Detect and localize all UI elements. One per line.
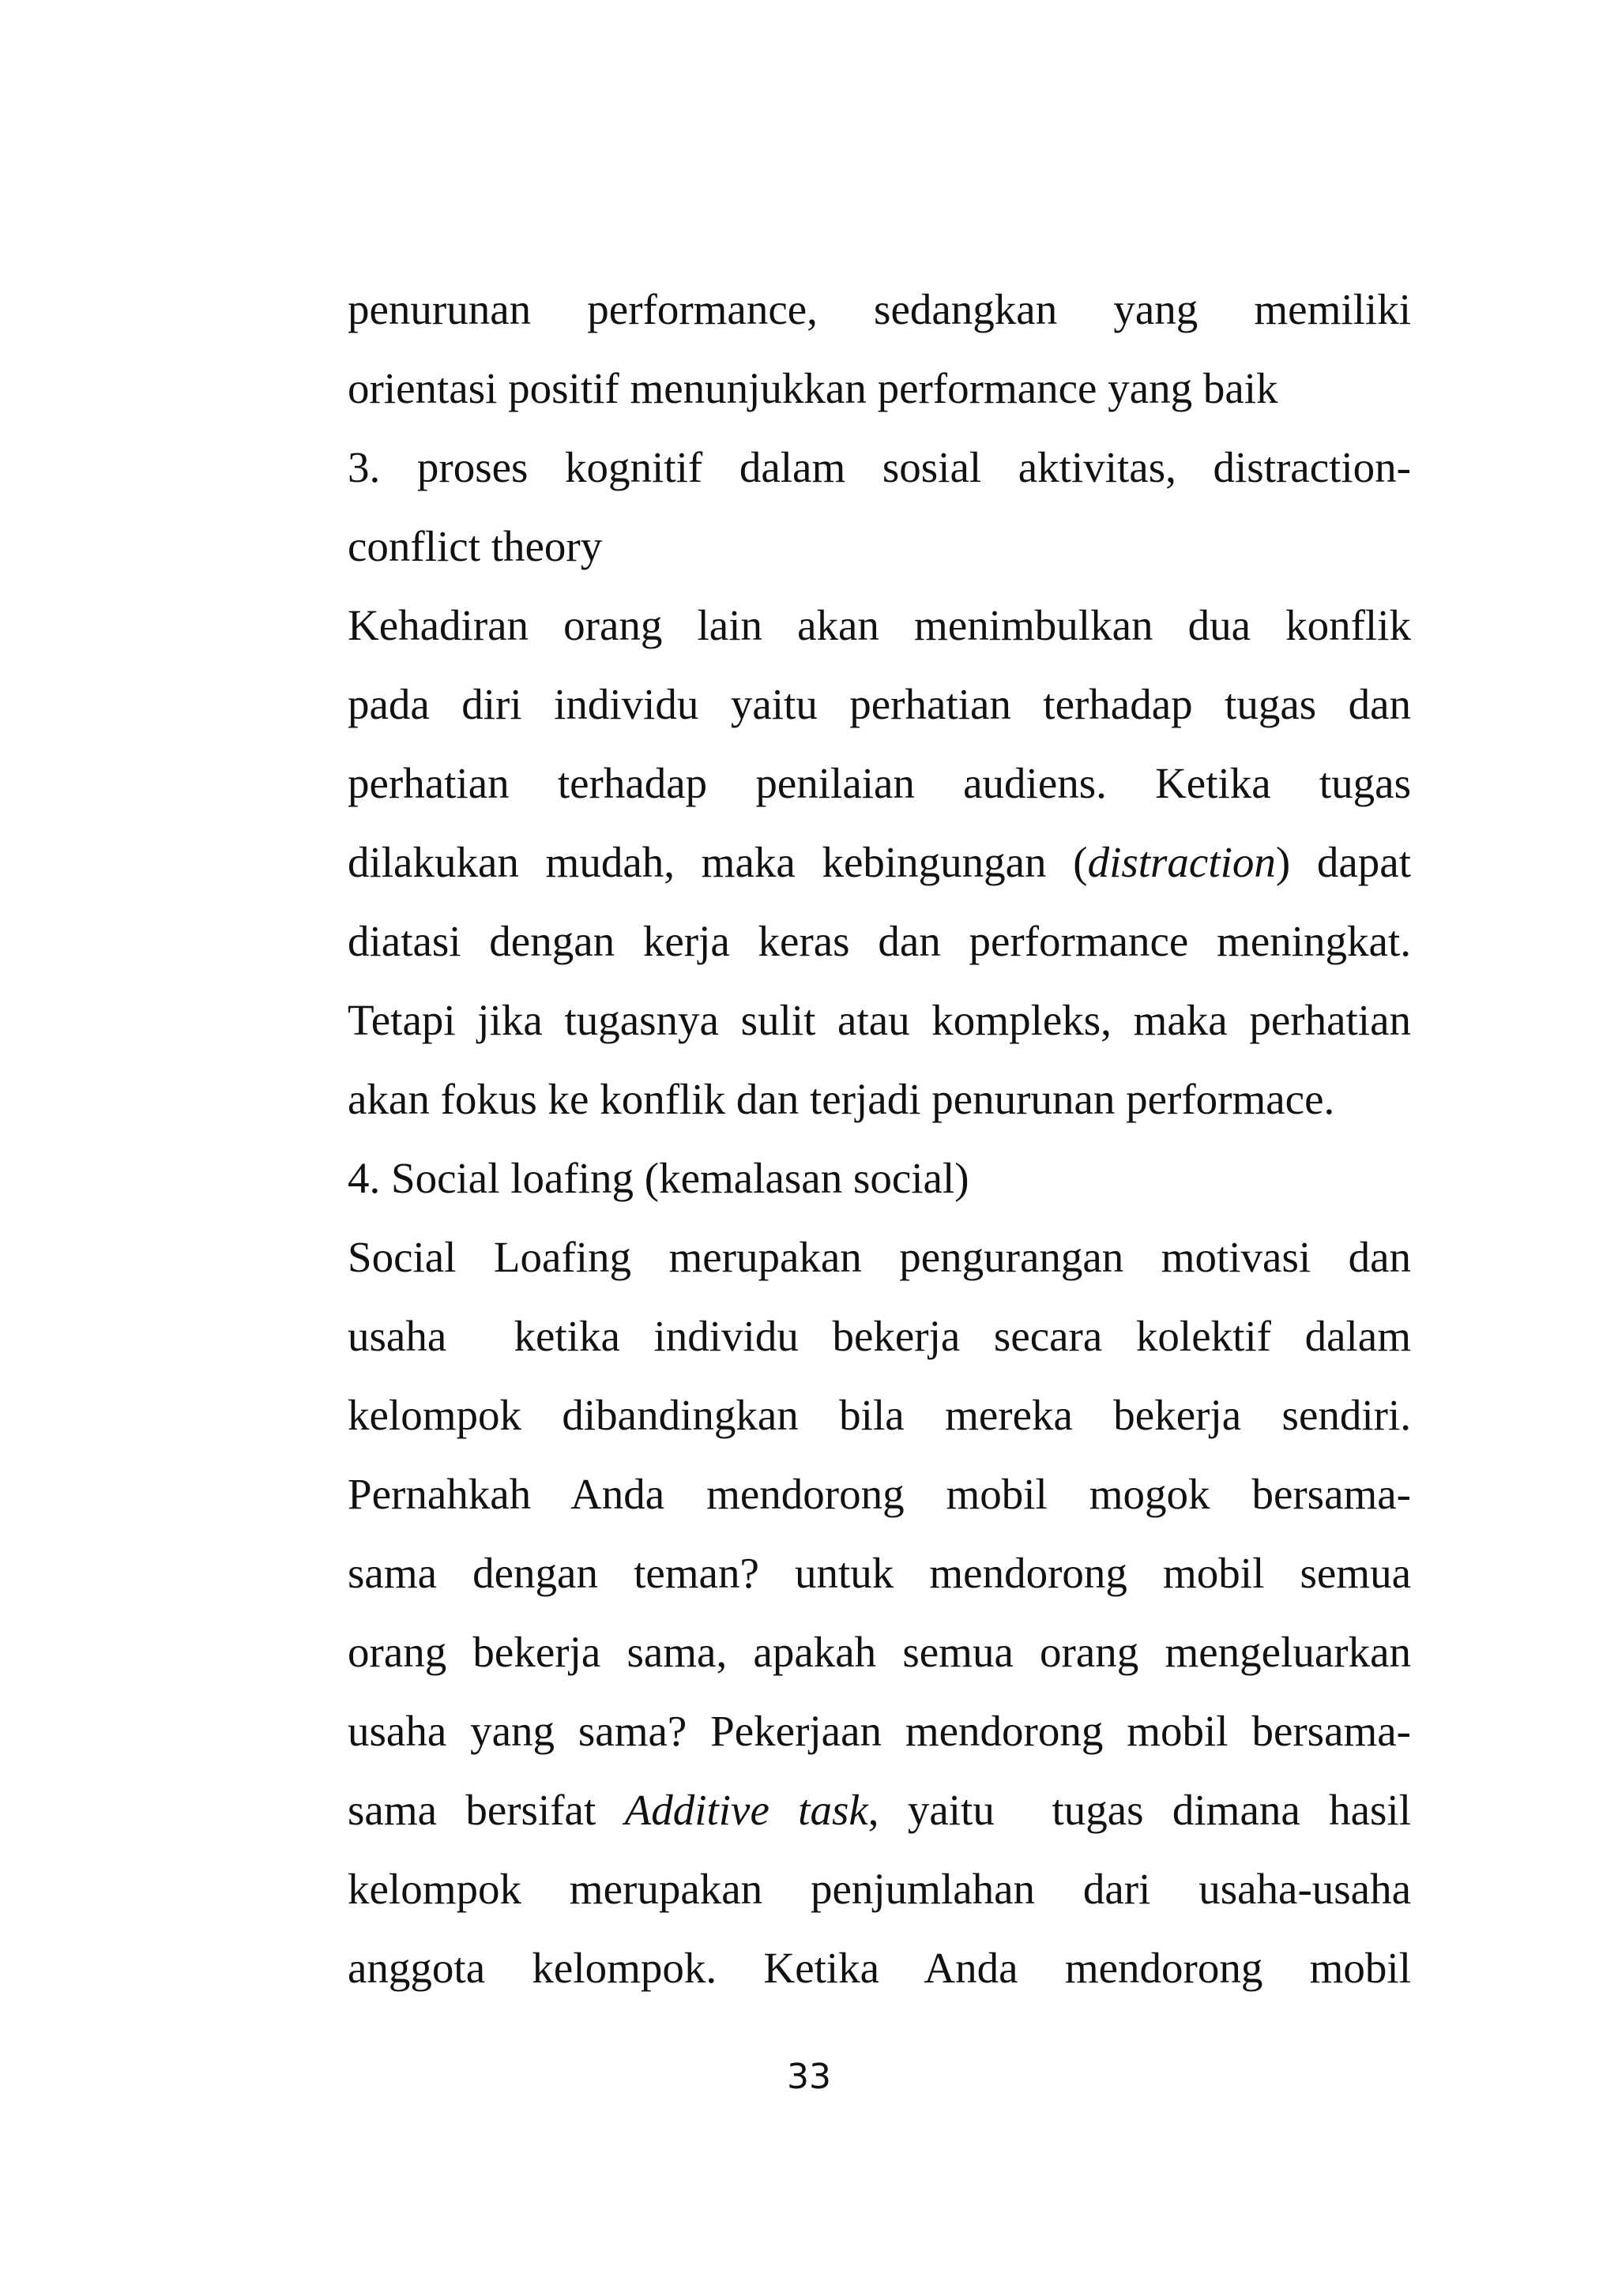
text-line (348, 1387, 1411, 1444)
text-run: orang bekerja sama, apakah semua orang mengeluarkan (348, 1628, 1411, 1676)
text-run: Social Loafing merupakan pengurangan motivasi dan (348, 1233, 1411, 1281)
italic-term: distraction (1087, 838, 1276, 886)
text-run: conflict theory (348, 522, 603, 570)
text-run: , yaitu tugas dimana hasil (867, 1786, 1411, 1834)
text-run: sama bersifat (348, 1786, 625, 1834)
text-run: 3. proses kognitif dalam sosial aktivitas, distraction- (348, 443, 1411, 491)
text-line (348, 597, 1411, 654)
text-line (348, 1308, 1411, 1365)
text-line (348, 1466, 1411, 1523)
text-line (348, 834, 1411, 891)
text-run: akan fokus ke konflik dan terjadi penurunan performace. (348, 1075, 1335, 1123)
text-line (348, 755, 1411, 812)
text-run: pada diri individu yaitu perhatian terhadap tugas dan (348, 680, 1411, 728)
list-item-4 (348, 1150, 1411, 1207)
text-run: sama dengan teman? untuk mendorong mobil semua (348, 1549, 1411, 1597)
text-line (348, 676, 1411, 733)
text-run: usaha ketika individu bekerja secara kolektif dalam (348, 1312, 1411, 1360)
text-line (348, 992, 1411, 1049)
text-line (348, 281, 1411, 338)
text-line (348, 1703, 1411, 1760)
text-run: ) dapat (1275, 838, 1412, 886)
italic-term: Additive task (624, 1786, 868, 1834)
text-line (348, 1229, 1411, 1286)
text-line (348, 1545, 1411, 1602)
text-line (348, 1940, 1411, 1997)
text-run: orientasi positif menunjukkan performance yang baik (348, 364, 1278, 412)
text-run: penurunan performance, sedangkan yang memiliki (348, 285, 1411, 333)
text-line (348, 1624, 1411, 1681)
text-run: usaha yang sama? Pekerjaan mendorong mobil bersama- (348, 1707, 1411, 1755)
text-run: Pernahkah Anda mendorong mobil mogok bersama- (348, 1470, 1411, 1518)
text-run: diatasi dengan kerja keras dan performance meningkat. (348, 917, 1411, 965)
text-run: kelompok dibandingkan bila mereka bekerja sendiri. (348, 1391, 1411, 1439)
text-run: anggota kelompok. Ketika Anda mendorong mobil (348, 1944, 1411, 1992)
text-line (348, 1071, 1411, 1128)
text-run: perhatian terhadap penilaian audiens. Ketika tugas (348, 759, 1411, 807)
text-line (348, 1861, 1411, 1918)
text-run: 4. Social loafing (kemalasan social) (348, 1154, 969, 1202)
text-run: dilakukan mudah, maka kebingungan ( (348, 838, 1088, 886)
text-run: Tetapi jika tugasnya sulit atau kompleks, maka perhatian (348, 996, 1411, 1044)
page-number: 33 (787, 2057, 831, 2097)
text-line (348, 913, 1411, 970)
text-line (348, 518, 1411, 575)
list-item-3 (348, 439, 1411, 496)
text-line (348, 1782, 1411, 1839)
text-run: kelompok merupakan penjumlahan dari usaha-usaha (348, 1865, 1411, 1913)
text-run: Kehadiran orang lain akan menimbulkan dua konflik (348, 601, 1411, 649)
text-line (348, 360, 1411, 417)
